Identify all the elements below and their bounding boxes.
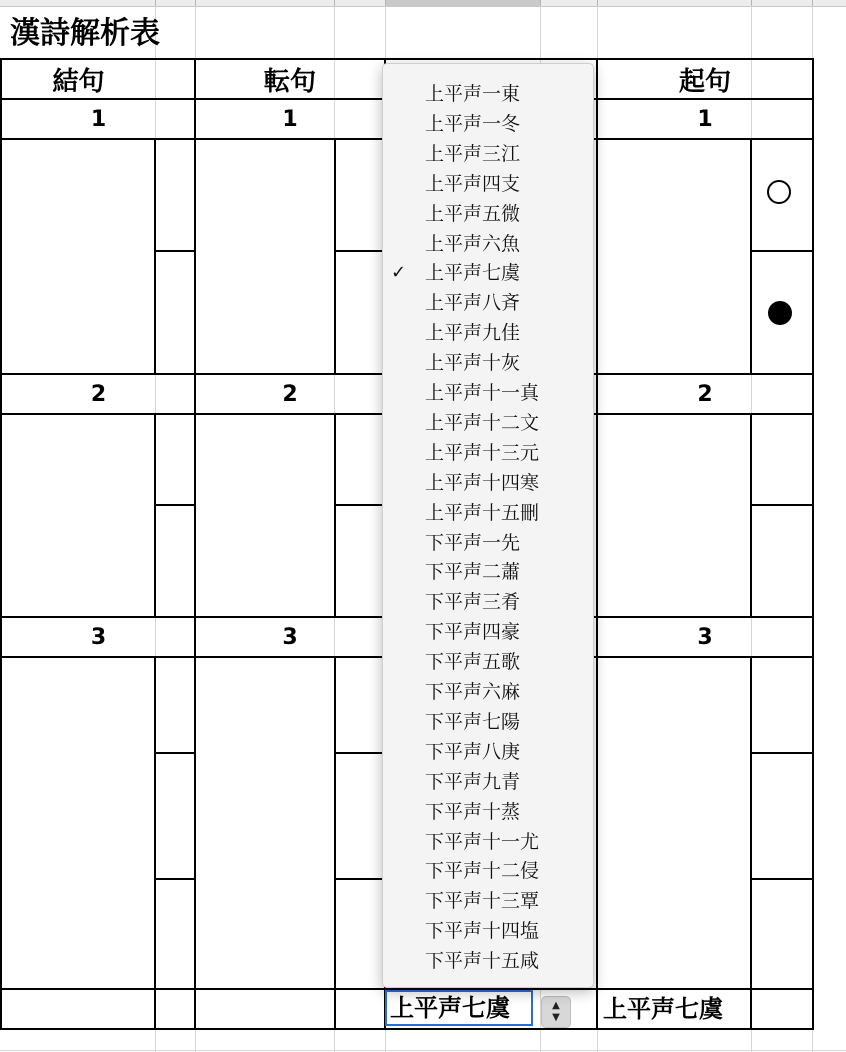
column-header-kiku[interactable]: 起句 <box>678 66 731 97</box>
dropdown-option[interactable] <box>383 229 593 259</box>
border-vertical <box>750 413 752 616</box>
dropdown-option[interactable] <box>383 647 593 677</box>
dropdown-option-label: 上平声十二文 <box>425 411 540 434</box>
dropdown-option-label: 上平声一冬 <box>425 112 521 135</box>
tenku-number-2[interactable]: 2 <box>282 381 298 407</box>
dropdown-option-label: 上平声十一真 <box>425 382 540 404</box>
dropdown-option[interactable] <box>383 767 593 797</box>
dropdown-option[interactable] <box>383 528 593 558</box>
dropdown-option[interactable] <box>383 109 593 139</box>
border-vertical <box>0 58 2 1030</box>
dropdown-option[interactable] <box>383 587 593 617</box>
border-vertical <box>154 413 156 616</box>
dropdown-option-label: 上平声五微 <box>425 202 521 225</box>
dropdown-option[interactable] <box>383 199 593 229</box>
dropdown-option[interactable] <box>383 856 593 886</box>
border-vertical <box>154 138 156 373</box>
dropdown-option-label: 上平声七虞 <box>425 262 521 285</box>
dropdown-option-label: 下平声一先 <box>425 531 521 554</box>
dropdown-option[interactable] <box>383 557 593 587</box>
dropdown-option[interactable] <box>383 348 593 378</box>
border-vertical <box>334 138 336 373</box>
dropdown-option-label: 下平声七陽 <box>425 710 521 733</box>
dropdown-option[interactable] <box>383 318 593 348</box>
dropdown-option-label: 下平声四豪 <box>425 621 521 644</box>
dropdown-option-label: 下平声八庚 <box>425 740 521 763</box>
border-horizontal <box>154 250 194 252</box>
border-vertical <box>154 656 156 988</box>
dropdown-option[interactable] <box>383 916 593 946</box>
dropdown-option[interactable] <box>383 408 593 438</box>
tenku-number-1[interactable]: 1 <box>282 106 298 132</box>
dropdown-option-label: 下平声十二侵 <box>425 860 540 883</box>
border-vertical <box>334 656 336 988</box>
dropdown-option-label: 下平声十三覃 <box>425 890 540 913</box>
kiku-number-1[interactable]: 1 <box>697 106 713 132</box>
dropdown-option[interactable] <box>383 617 593 647</box>
dropdown-option[interactable] <box>383 737 593 767</box>
border-horizontal <box>334 250 384 252</box>
border-horizontal <box>750 250 812 252</box>
border-vertical <box>334 413 336 616</box>
rhyme-dropdown-menu[interactable] <box>382 63 594 988</box>
dropdown-stepper[interactable] <box>541 996 571 1028</box>
border-horizontal <box>154 504 194 506</box>
kiku-rhyme-value[interactable]: 上平声七虞 <box>603 995 723 1023</box>
border-vertical <box>750 988 752 1030</box>
checkmark-icon: ✓ <box>391 262 407 284</box>
border-horizontal <box>154 752 194 754</box>
border-vertical <box>750 656 752 988</box>
kekku-number-2[interactable]: 2 <box>90 381 107 407</box>
dropdown-option[interactable] <box>383 827 593 857</box>
dropdown-option[interactable] <box>383 677 593 707</box>
dropdown-option[interactable] <box>383 258 593 288</box>
border-horizontal <box>154 878 194 880</box>
kiku-number-2[interactable]: 2 <box>697 381 713 407</box>
border-horizontal <box>750 878 812 880</box>
chevron-down-icon: ▼ <box>552 1012 560 1023</box>
border-horizontal <box>334 504 384 506</box>
dropdown-option[interactable] <box>383 438 593 468</box>
dropdown-option-label: 下平声六麻 <box>425 681 521 703</box>
kekku-number-1[interactable]: 1 <box>90 106 107 132</box>
dropdown-option-label: 上平声三江 <box>425 142 521 165</box>
dropdown-option[interactable] <box>383 797 593 827</box>
dropdown-option-label: 上平声十三元 <box>425 441 540 464</box>
dropdown-option[interactable] <box>383 707 593 737</box>
dropdown-option-label: 上平声九佳 <box>425 322 521 345</box>
column-header-tenku[interactable]: 転句 <box>263 66 316 97</box>
column-header-kekku[interactable]: 結句 <box>52 66 105 97</box>
dropdown-option-label: 上平声十灰 <box>425 352 521 375</box>
dropdown-option-label: 下平声五歌 <box>425 651 521 674</box>
dropdown-option-label: 下平声十蒸 <box>425 800 521 823</box>
border-horizontal <box>334 878 384 880</box>
border-vertical <box>596 58 598 1030</box>
dropdown-option-label: 上平声十四寒 <box>425 471 540 494</box>
dropdown-option-label: 下平声十一尤 <box>425 830 540 853</box>
tenku-number-3[interactable]: 3 <box>282 624 298 650</box>
dropdown-option-label: 上平声六魚 <box>425 232 521 255</box>
dropdown-option-label: 下平声十四塩 <box>425 920 540 943</box>
border-vertical <box>750 138 752 373</box>
gridline-horizontal <box>0 1050 846 1051</box>
dropdown-option-label: 下平声二蕭 <box>425 561 521 584</box>
dropdown-option-label: 上平声八斉 <box>425 292 521 315</box>
border-vertical <box>812 58 814 1030</box>
open-circle-mark[interactable] <box>767 180 791 204</box>
dropdown-option[interactable] <box>383 886 593 916</box>
dropdown-option[interactable] <box>383 498 593 528</box>
dropdown-option[interactable] <box>383 378 593 408</box>
dropdown-option-label: 上平声一東 <box>425 83 521 105</box>
border-horizontal <box>334 752 384 754</box>
dropdown-option[interactable] <box>383 79 593 109</box>
rhyme-edit-cell[interactable] <box>385 990 533 1026</box>
border-vertical <box>154 988 156 1030</box>
border-vertical <box>334 988 336 1030</box>
dropdown-option-label: 上平声十五刪 <box>425 501 540 524</box>
rhyme-edit-value: 上平声七虞 <box>390 994 510 1022</box>
sheet-title: 漢詩解析表 <box>10 16 160 51</box>
chevron-up-icon: ▲ <box>552 1000 560 1011</box>
dropdown-option[interactable] <box>383 468 593 498</box>
border-horizontal <box>750 752 812 754</box>
dropdown-option-label: 下平声三肴 <box>425 591 521 614</box>
border-horizontal <box>750 504 812 506</box>
dropdown-option-label: 上平声四支 <box>425 172 521 195</box>
dropdown-option[interactable] <box>383 169 593 199</box>
dropdown-option-label: 下平声十五咸 <box>425 950 540 973</box>
dropdown-option[interactable] <box>383 139 593 169</box>
dropdown-option[interactable] <box>383 288 593 318</box>
border-horizontal <box>0 1028 814 1030</box>
kekku-number-3[interactable]: 3 <box>90 624 107 650</box>
kiku-number-3[interactable]: 3 <box>697 624 713 650</box>
dropdown-option[interactable] <box>383 946 593 976</box>
border-vertical <box>194 58 196 1030</box>
dropdown-option-label: 下平声九青 <box>425 770 521 793</box>
column-header-selected[interactable] <box>385 0 540 6</box>
filled-circle-mark[interactable] <box>768 301 792 325</box>
